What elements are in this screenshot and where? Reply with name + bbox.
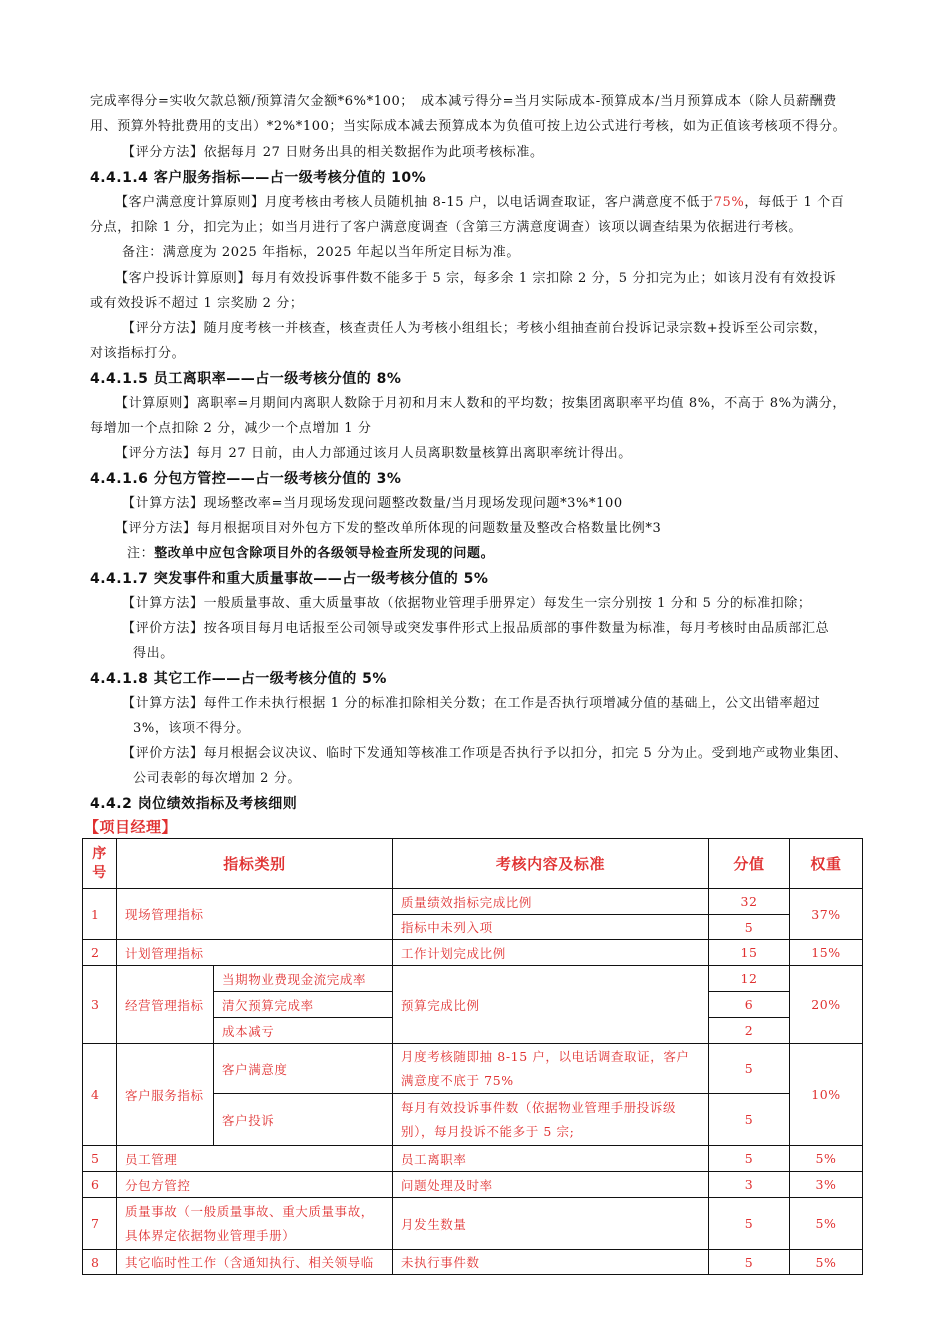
header-category: 指标类别 bbox=[117, 839, 393, 889]
paragraph-line: 每增加一个点扣除 2 分，减少一个点增加 1 分 bbox=[90, 421, 372, 436]
paragraph-line: 【评分方法】随月度考核一并核查，核查责任人为考核小组组长；考核小组抽查前台投诉记录宗数+投诉至公司宗数， bbox=[122, 321, 828, 336]
row-seq: 3 bbox=[83, 966, 117, 1044]
row-content: 月度考核随即抽 8-15 户，以电话调查取证，客户满意度不底于 75% bbox=[393, 1044, 709, 1094]
row-score: 5 bbox=[709, 1146, 790, 1172]
row-score: 2 bbox=[709, 1018, 790, 1044]
paragraph-line: 完成率得分=实收欠款总额/预算清欠金额*6%*100； 成本减亏得分=当月实际成本-预算成本/当月预算成本（除人员薪酬费 bbox=[90, 94, 837, 109]
row-score: 5 bbox=[709, 1198, 790, 1250]
row-subcategory: 客户投诉 bbox=[214, 1094, 393, 1146]
row-seq: 6 bbox=[83, 1172, 117, 1198]
row-content: 问题处理及时率 bbox=[393, 1172, 709, 1198]
row-score: 5 bbox=[709, 1250, 790, 1275]
row-weight: 5% bbox=[790, 1146, 863, 1172]
row-seq: 7 bbox=[83, 1198, 117, 1250]
row-content: 未执行事件数 bbox=[393, 1250, 709, 1275]
table-row bbox=[83, 1146, 863, 1172]
header-weight: 权重 bbox=[790, 839, 863, 889]
kpi-table bbox=[82, 838, 863, 1275]
row-subcategory: 当期物业费现金流完成率 bbox=[214, 966, 393, 992]
header-content: 考核内容及标准 bbox=[393, 839, 709, 889]
row-category: 质量事故（一般质量事故、重大质量事故，具体界定依据物业管理手册） bbox=[117, 1198, 393, 1250]
table-header-row bbox=[83, 839, 863, 889]
paragraph-line: 分点，扣除 1 分，扣完为止；如当月进行了客户满意度调查（含第三方满意度调查）该项以调查结果为依据进行考核。 bbox=[90, 220, 802, 235]
table-row bbox=[83, 966, 863, 992]
section-heading-4-4-1-4: 4.4.1.4 客户服务指标——占一级考核分值的 10% bbox=[90, 170, 427, 186]
row-weight: 20% bbox=[790, 966, 863, 1044]
paragraph-line: 【客户投诉计算原则】每月有效投诉事件数不能多于 5 宗，每多余 1 宗扣除 2 分，5 分扣完为止；如该月没有有效投诉 bbox=[115, 271, 837, 286]
section-heading-4-4-1-5: 4.4.1.5 员工离职率——占一级考核分值的 8% bbox=[90, 371, 402, 387]
row-score: 32 bbox=[709, 889, 790, 915]
header-seq: 序号 bbox=[83, 839, 117, 889]
paragraph-line: 【评分方法】每月根据项目对外包方下发的整改单所体现的问题数量及整改合格数量比例*3 bbox=[115, 521, 662, 536]
row-score: 5 bbox=[709, 915, 790, 940]
section-heading-4-4-1-7: 4.4.1.7 突发事件和重大质量事故——占一级考核分值的 5% bbox=[90, 571, 489, 587]
table-row bbox=[83, 889, 863, 915]
paragraph-line: 【评价方法】按各项目每月电话报至公司领导或突发事件形式上报品质部的事件数量为标准，每月考核时由品质部汇总 bbox=[122, 621, 830, 636]
table-row bbox=[83, 1250, 863, 1275]
row-content: 指标中未列入项 bbox=[393, 915, 709, 940]
table-title-project-manager: 【项目经理】 bbox=[84, 818, 178, 836]
section-heading-4-4-1-8: 4.4.1.8 其它工作——占一级考核分值的 5% bbox=[90, 671, 387, 687]
row-content: 预算完成比例 bbox=[393, 966, 709, 1044]
paragraph-line: 用、预算外特批费用的支出）*2%*100；当实际成本减去预算成本为负值可按上边公式进行考核，如为正值该考核项不得分。 bbox=[90, 119, 847, 134]
header-score: 分值 bbox=[709, 839, 790, 889]
row-subcategory: 客户满意度 bbox=[214, 1044, 393, 1094]
paragraph-line: 公司表彰的每次增加 2 分。 bbox=[133, 771, 301, 786]
row-category: 现场管理指标 bbox=[117, 889, 393, 940]
row-content: 月发生数量 bbox=[393, 1198, 709, 1250]
bold-note: 整改单中应包含除项目外的各级领导检查所发现的问题。 bbox=[154, 546, 495, 561]
row-content: 员工离职率 bbox=[393, 1146, 709, 1172]
row-weight: 3% bbox=[790, 1172, 863, 1198]
row-content: 工作计划完成比例 bbox=[393, 940, 709, 966]
note-line: 注：整改单中应包含除项目外的各级领导检查所发现的问题。 bbox=[127, 546, 495, 561]
row-seq: 8 bbox=[83, 1250, 117, 1275]
row-category: 其它临时性工作（含通知执行、相关领导临 bbox=[117, 1250, 393, 1275]
paragraph-line: 【评分方法】每月 27 日前，由人力部通过该月人员离职数量核算出离职率统计得出。 bbox=[115, 446, 632, 461]
paragraph-line: 3%，该项不得分。 bbox=[133, 721, 251, 736]
row-weight: 37% bbox=[790, 889, 863, 940]
paragraph-line: 【评分方法】依据每月 27 日财务出具的相关数据作为此项考核标准。 bbox=[122, 145, 544, 160]
paragraph-line: 得出。 bbox=[133, 646, 174, 661]
row-category: 客户服务指标 bbox=[117, 1044, 214, 1146]
section-heading-4-4-2: 4.4.2 岗位绩效指标及考核细则 bbox=[90, 796, 298, 812]
row-weight: 5% bbox=[790, 1198, 863, 1250]
paragraph-line: 或有效投诉不超过 1 宗奖励 2 分； bbox=[90, 296, 304, 311]
row-score: 5 bbox=[709, 1094, 790, 1146]
row-weight: 5% bbox=[790, 1250, 863, 1275]
paragraph-line: 对该指标打分。 bbox=[90, 346, 186, 361]
table-row bbox=[83, 1172, 863, 1198]
row-category: 计划管理指标 bbox=[117, 940, 393, 966]
row-category: 经营管理指标 bbox=[117, 966, 214, 1044]
table-row bbox=[83, 940, 863, 966]
row-score: 3 bbox=[709, 1172, 790, 1198]
row-category: 员工管理 bbox=[117, 1146, 393, 1172]
highlight-75-percent: 75% bbox=[713, 195, 745, 210]
row-seq: 4 bbox=[83, 1044, 117, 1146]
table-row bbox=[83, 1044, 863, 1094]
paragraph-line: 【计算原则】离职率=月期间内离职人数除于月初和月末人数和的平均数；按集团离职率平均值 8%，不高于 8%为满分， bbox=[115, 396, 847, 411]
row-subcategory: 清欠预算完成率 bbox=[214, 992, 393, 1018]
row-seq: 2 bbox=[83, 940, 117, 966]
section-heading-4-4-1-6: 4.4.1.6 分包方管控——占一级考核分值的 3% bbox=[90, 471, 402, 487]
paragraph-line: 【计算方法】一般质量事故、重大质量事故（依据物业管理手册界定）每发生一宗分别按 1 分和 5 分的标准扣除； bbox=[122, 596, 812, 611]
note-line: 备注：满意度为 2025 年指标，2025 年起以当年所定目标为准。 bbox=[122, 245, 520, 260]
row-content: 每月有效投诉事件数（依据物业管理手册投诉级别），每月投诉不能多于 5 宗; bbox=[393, 1094, 709, 1146]
row-score: 5 bbox=[709, 1044, 790, 1094]
row-seq: 5 bbox=[83, 1146, 117, 1172]
row-category: 分包方管控 bbox=[117, 1172, 393, 1198]
row-content: 质量绩效指标完成比例 bbox=[393, 889, 709, 915]
row-seq: 1 bbox=[83, 889, 117, 940]
paragraph-line: 【客户满意度计算原则】月度考核由考核人员随机抽 8-15 户，以电话调查取证，客户满意度不低于75%，每低于 1 个百 bbox=[115, 195, 845, 210]
table-row bbox=[83, 1198, 863, 1250]
row-score: 12 bbox=[709, 966, 790, 992]
row-subcategory: 成本减亏 bbox=[214, 1018, 393, 1044]
row-weight: 15% bbox=[790, 940, 863, 966]
paragraph-line: 【计算方法】每件工作未执行根据 1 分的标准扣除相关分数；在工作是否执行项增减分值的基础上，公文出错率超过 bbox=[122, 696, 821, 711]
paragraph-line: 【计算方法】现场整改率=当月现场发现问题整改数量/当月现场发现问题*3%*100 bbox=[122, 496, 623, 511]
row-score: 15 bbox=[709, 940, 790, 966]
row-weight: 10% bbox=[790, 1044, 863, 1146]
paragraph-line: 【评价方法】每月根据会议决议、临时下发通知等核准工作项是否执行予以扣分，扣完 5 分为止。受到地产或物业集团、 bbox=[122, 746, 848, 761]
row-score: 6 bbox=[709, 992, 790, 1018]
